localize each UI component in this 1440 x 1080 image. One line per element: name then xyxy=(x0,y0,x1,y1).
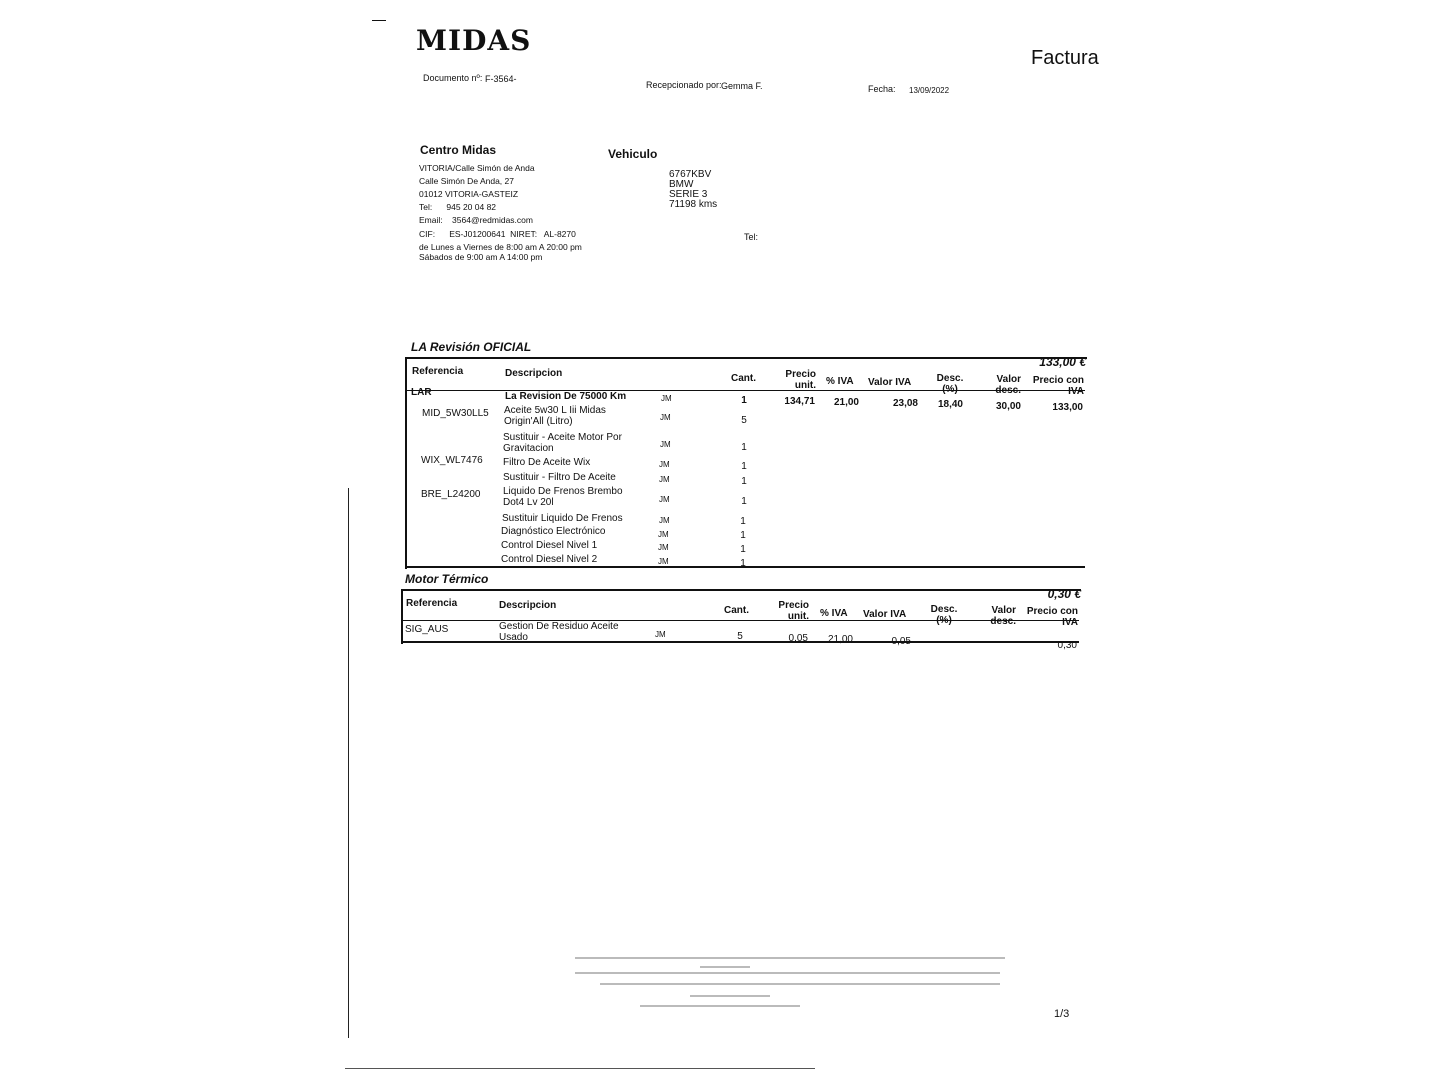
item-operator: JM xyxy=(660,413,671,422)
item-ref: WIX_WL7476 xyxy=(421,455,483,466)
item-valor-iva: 0,05 xyxy=(891,636,911,647)
item-desc: Filtro De Aceite Wix xyxy=(503,457,591,468)
main-valor-iva: 23,08 xyxy=(892,398,918,409)
item-iva: 21,00 xyxy=(827,634,853,645)
main-desc: La Revision De 75000 Km xyxy=(505,391,627,402)
documento-label: Documento nº: xyxy=(423,73,483,83)
centro-email: Email: 3564@redmidas.com xyxy=(419,215,533,225)
recepcionado-value: Gemma F. xyxy=(721,81,763,91)
col-desc-pct: Desc. (%) xyxy=(930,604,958,626)
item-desc: Liquido De Frenos Brembo Dot4 Lv 20l xyxy=(503,486,623,508)
item-ref: MID_5W30LL5 xyxy=(422,408,489,419)
section-total: 0,30 € xyxy=(1047,587,1081,601)
scan-edge xyxy=(345,1068,815,1069)
col-precio-con-iva: Precio con IVA xyxy=(1026,606,1078,628)
col-referencia: Referencia xyxy=(406,598,458,609)
item-desc: Diagnóstico Electrónico xyxy=(501,526,606,537)
section-total: 133,00 € xyxy=(1039,355,1086,369)
item-cant: 5 xyxy=(737,631,743,642)
vehiculo-title: Vehiculo xyxy=(608,147,658,161)
recepcionado-label: Recepcionado por: xyxy=(646,80,722,90)
main-operator: JM xyxy=(661,394,672,403)
item-operator: JM xyxy=(658,543,669,552)
item-desc: Gestion De Residuo Aceite Usado xyxy=(499,621,619,643)
col-precio: Precio unit. xyxy=(785,369,816,391)
item-cant: 5 xyxy=(741,415,747,426)
vehiculo-model: SERIE 3 xyxy=(669,189,708,200)
col-iva: % IVA xyxy=(826,376,854,387)
centro-cif: CIF: ES-J01200641 NIRET: AL-8270 xyxy=(419,229,576,239)
item-ref: BRE_L24200 xyxy=(421,489,481,500)
fecha-value: 13/09/2022 xyxy=(909,86,950,95)
col-valor-desc: Valor desc. xyxy=(990,605,1016,627)
item-cant: 1 xyxy=(740,516,746,527)
item-desc: Sustituir Liquido De Frenos xyxy=(502,513,623,524)
documento-value: F-3564- xyxy=(485,74,517,84)
midas-logo: MIDAS xyxy=(416,24,532,57)
item-ref: SIG_AUS xyxy=(405,624,449,635)
item-cant: 1 xyxy=(741,496,747,507)
centro-line: VITORIA/Calle Simón de Anda xyxy=(419,163,535,173)
main-iva: 21,00 xyxy=(833,397,859,408)
col-referencia: Referencia xyxy=(412,366,464,377)
item-cant: 1 xyxy=(740,544,746,555)
item-cant: 1 xyxy=(740,530,746,541)
page-number: 1/3 xyxy=(1054,1008,1070,1020)
scan-mark xyxy=(372,20,386,21)
item-operator: JM xyxy=(655,630,666,639)
item-operator: JM xyxy=(658,530,669,539)
main-precio: 134,71 xyxy=(784,396,815,407)
col-precio: Precio unit. xyxy=(778,600,809,622)
centro-line: 01012 VITORIA-GASTEIZ xyxy=(419,189,519,199)
item-desc: Sustituir - Aceite Motor Por Gravitacion xyxy=(503,432,622,454)
item-operator: JM xyxy=(660,440,671,449)
centro-hours: de Lunes a Viernes de 8:00 am A 20:00 pm xyxy=(419,242,582,252)
item-cant: 1 xyxy=(741,476,747,487)
main-cant: 1 xyxy=(741,395,747,406)
col-cant: Cant. xyxy=(724,605,749,616)
vehiculo-tel-label: Tel: xyxy=(744,232,759,242)
main-valor-desc: 30,00 xyxy=(995,401,1021,412)
item-operator: JM xyxy=(658,557,669,566)
col-cant: Cant. xyxy=(731,373,756,384)
vehiculo-km: 71198 kms xyxy=(669,199,718,210)
centro-name: Centro Midas xyxy=(420,143,497,157)
col-descripcion: Descripcion xyxy=(499,600,557,611)
centro-line: Calle Simón De Anda, 27 xyxy=(419,176,514,186)
item-cant: 1 xyxy=(741,461,747,472)
col-valor-iva: Valor IVA xyxy=(868,377,912,388)
col-valor-iva: Valor IVA xyxy=(863,609,907,620)
fecha-label: Fecha: xyxy=(868,84,896,94)
col-valor-desc: Valor desc. xyxy=(995,374,1021,396)
main-desc-pct: 18,40 xyxy=(937,399,963,410)
item-operator: JM xyxy=(659,516,670,525)
document-title: Factura xyxy=(1031,47,1099,69)
item-desc: Control Diesel Nivel 2 xyxy=(501,554,598,565)
vehiculo-make: BMW xyxy=(669,179,694,190)
centro-phone: Tel: 945 20 04 82 xyxy=(419,202,497,212)
vehiculo-details xyxy=(669,170,717,210)
item-desc: Sustituir - Filtro De Aceite xyxy=(503,472,616,483)
centro-hours: Sábados de 9:00 am A 14:00 pm xyxy=(419,252,543,262)
item-precio-con-iva: 0,30 xyxy=(1057,640,1077,651)
col-desc-pct: Desc. (%) xyxy=(936,373,964,395)
vehiculo-plate: 6767KBV xyxy=(669,169,712,180)
section-title: LA Revisión OFICIAL xyxy=(411,340,532,354)
scan-edge xyxy=(348,488,349,1038)
item-desc: Aceite 5w30 L Iii Midas Origin'All (Litro) xyxy=(504,405,606,427)
main-precio-con-iva: 133,00 xyxy=(1052,402,1083,413)
col-iva: % IVA xyxy=(820,608,848,619)
col-descripcion: Descripcion xyxy=(505,368,563,379)
main-ref: LAR xyxy=(411,387,432,398)
item-cant: 1 xyxy=(740,558,746,569)
col-precio-con-iva: Precio con IVA xyxy=(1032,375,1084,397)
item-cant: 1 xyxy=(741,442,747,453)
item-operator: JM xyxy=(659,475,670,484)
item-precio: 0,05 xyxy=(788,633,808,644)
item-desc: Control Diesel Nivel 1 xyxy=(501,540,598,551)
section-title: Motor Térmico xyxy=(405,572,489,586)
item-operator: JM xyxy=(659,460,670,469)
item-operator: JM xyxy=(659,495,670,504)
